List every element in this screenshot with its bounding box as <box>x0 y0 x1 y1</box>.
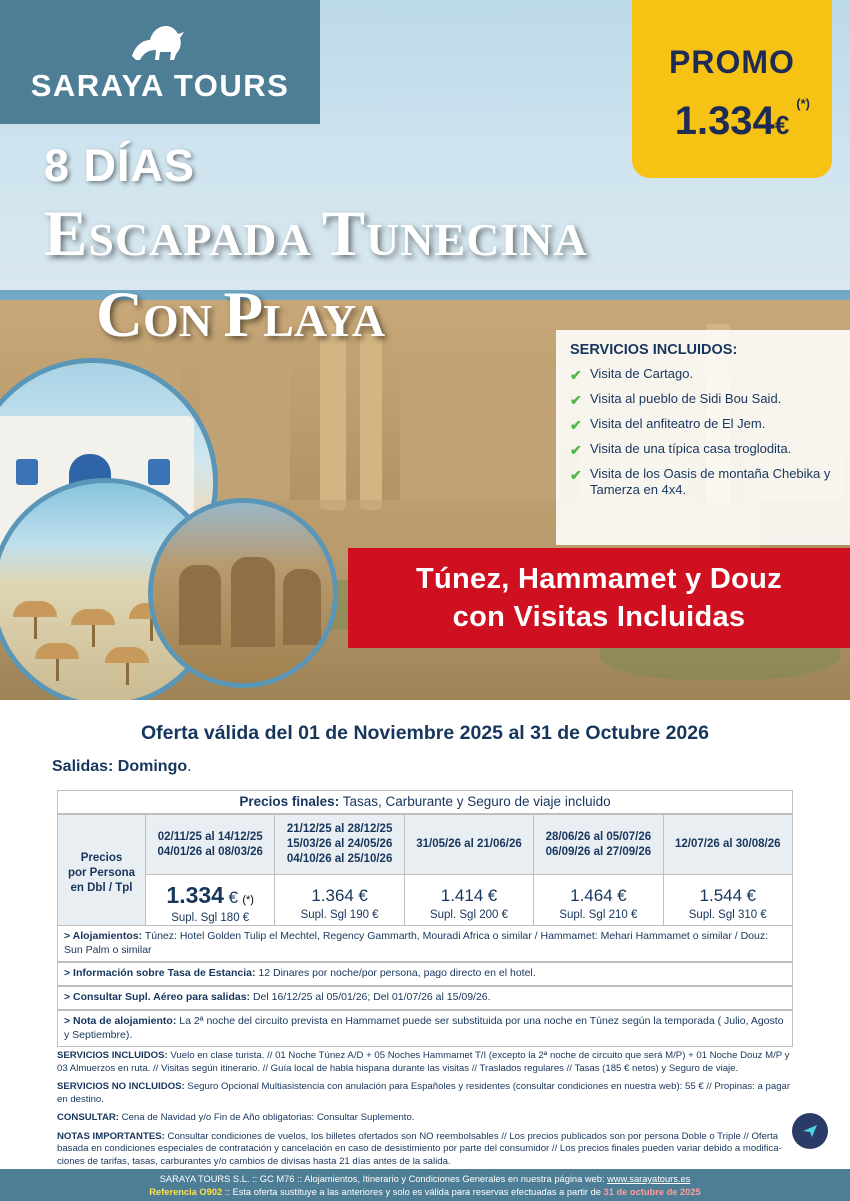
send-badge-icon[interactable] <box>792 1113 828 1149</box>
date-cell <box>663 815 792 875</box>
promo-asterisk: (*) <box>796 96 810 111</box>
price-amount: 1.334 <box>166 882 224 908</box>
footer-company: SARAYA TOURS S.L. :: GC M76 :: Alojamientos, Itinerario y Condiciones Generales en nuestra página web: <box>159 1174 608 1184</box>
service-text: Visita del anfiteatro de El Jem. <box>590 416 766 431</box>
note-lodging <box>57 1010 793 1047</box>
date-line: 12/07/26 al 30/08/26 <box>675 838 781 850</box>
title-days: 8 DÍAS <box>44 140 196 191</box>
prices-row-label <box>58 815 146 933</box>
check-icon: ✔ <box>570 367 582 383</box>
footer <box>0 1169 850 1201</box>
prices-header <box>57 790 793 814</box>
fine-print-included <box>57 1050 793 1075</box>
footer-line1 <box>0 1173 850 1186</box>
date-line: 02/11/25 al 14/12/25 <box>157 830 263 843</box>
price-amount: 1.464 <box>570 885 613 905</box>
check-icon: ✔ <box>570 392 582 408</box>
service-text: Visita de Cartago. <box>590 366 694 381</box>
date-line: 15/03/26 al 24/05/26 <box>286 838 393 850</box>
promo-price-amount: 1.334 <box>674 99 775 143</box>
destination-line2: con Visitas Incluidas <box>452 601 746 633</box>
title-sub-rest2: LAYA <box>263 295 386 346</box>
date-cell <box>534 815 663 875</box>
list-item <box>570 466 836 498</box>
included-services-list <box>570 366 836 498</box>
departures-dot: . <box>187 758 192 775</box>
date-cell <box>404 815 533 875</box>
row-label-line3: en Dbl / Tpl <box>70 882 133 894</box>
note-text: Túnez: Hotel Golden Tulip el Mechtel, Regency Gammarth, Mouradi Africa o similar / Hammamet: Mehari Hammamet o similar / Douz: Sun Palm o similar <box>64 930 769 956</box>
single-supplement: Supl. Sgl 190 € <box>300 908 379 921</box>
brand-logo <box>0 0 320 124</box>
fine-label: SERVICIOS NO INCLUIDOS: <box>57 1081 185 1092</box>
table-row <box>58 875 793 933</box>
destination-line1: Túnez, Hammamet y Douz <box>416 563 782 595</box>
list-item <box>570 441 836 457</box>
single-supplement: Supl. Sgl 200 € <box>429 908 508 921</box>
date-cell <box>275 815 404 875</box>
single-supplement: Supl. Sgl 180 € <box>171 912 250 924</box>
footer-reference: Referencia O902 <box>149 1187 223 1197</box>
price-cell <box>275 875 404 933</box>
footer-website-link[interactable]: www.sarayatours.es <box>607 1174 691 1184</box>
service-text: Visita al pueblo de Sidi Bou Said. <box>590 391 782 406</box>
title-sub-cap2: P <box>223 279 264 351</box>
price-cell <box>146 875 275 933</box>
price-amount: 1.544 <box>699 885 743 905</box>
title-main-cap2: T <box>321 198 367 270</box>
date-line: 04/01/26 al 08/03/26 <box>157 845 263 858</box>
promo-badge <box>632 0 832 178</box>
date-line: 21/12/25 al 28/12/25 <box>286 823 393 835</box>
price-currency: € <box>746 885 757 905</box>
included-services-heading: SERVICIOS INCLUIDOS: <box>570 342 738 358</box>
included-services-box <box>556 330 850 545</box>
fine-text: Cena de Navidad y/o Fin de Año obligatorias: Consultar Suplemento. <box>119 1112 415 1123</box>
note-label: > Consultar Supl. Aéreo para salidas: <box>64 991 251 1003</box>
price-currency: € <box>228 888 238 907</box>
fine-print-consult <box>57 1112 793 1125</box>
check-icon: ✔ <box>570 442 582 458</box>
footer-date: 31 de octubre de 2025 <box>603 1187 701 1197</box>
price-amount: 1.414 <box>440 885 484 905</box>
note-text: La 2ª noche del circuito prevista en Hammamet puede ser substituida por una noche en Túnez según la temporada ( Julio, Agosto y Septiembre). <box>64 1015 784 1041</box>
departures-label: Salidas: Domingo <box>52 758 188 775</box>
title-sub-rest1: ON <box>142 295 224 346</box>
date-line: 28/06/26 al 05/07/26 <box>545 830 652 843</box>
title-main-cap1: E <box>44 198 89 270</box>
price-currency: € <box>358 885 368 905</box>
fine-print <box>57 1050 793 1174</box>
title-main <box>44 198 784 276</box>
table-row <box>58 815 793 875</box>
price-amount: 1.364 <box>311 885 354 905</box>
fine-label: NOTAS IMPORTANTES: <box>57 1130 165 1142</box>
note-air-supplement <box>57 986 793 1010</box>
fine-print-not-included <box>57 1081 793 1106</box>
note-text: 12 Dinares por noche/por persona, pago directo en el hotel. <box>255 967 536 979</box>
fine-print-important <box>57 1131 793 1169</box>
note-stay-tax <box>57 962 793 986</box>
fine-label: CONSULTAR: <box>57 1112 119 1123</box>
footer-note: :: Esta oferta sustituye a las anteriores y solo es válida para reservas efectuadas a partir de <box>222 1187 604 1197</box>
title-main-rest1: SCAPADA <box>88 214 322 265</box>
fine-text: Vuelo en clase turista. // 01 Noche Túnez A/D + 05 Noches Hammamet T/I (excepto la 2ª noche de circuito que será M/P) + 01 Noche Douz M/P y 03 Almuerzos en ruta. // Visitas según itinerario. // Guía local de habla hispana durante las visitas // Traslados regulares // Tasas (185 € netos) y Seguro de viaje. <box>57 1050 790 1074</box>
list-item <box>570 416 836 432</box>
list-item <box>570 366 836 382</box>
service-text: Visita de los Oasis de montaña Chebika y Tamerza en 4x4. <box>590 466 831 497</box>
prices-table <box>57 814 793 933</box>
date-cell <box>146 815 275 875</box>
title-main-rest2: UNECINA <box>366 214 588 265</box>
camel-icon <box>126 18 192 62</box>
destination-banner <box>348 548 850 648</box>
note-label: > Nota de alojamiento: <box>64 1015 177 1027</box>
price-currency: € <box>617 885 627 905</box>
check-icon: ✔ <box>570 417 582 433</box>
note-accommodation <box>57 925 793 962</box>
photo-circle-ruins <box>148 498 338 688</box>
note-label: > Alojamientos: <box>64 930 143 942</box>
date-line: 31/05/26 al 21/06/26 <box>416 838 522 850</box>
brand-name: SARAYA TOURS <box>30 68 290 103</box>
price-currency: € <box>487 885 498 905</box>
departures-info <box>52 758 192 776</box>
note-text: Del 16/12/25 al 05/01/26; Del 01/07/26 al 15/09/26. <box>250 991 491 1003</box>
fine-label: SERVICIOS INCLUIDOS: <box>57 1050 168 1061</box>
fine-text: Consultar condiciones de vuelos, los billetes ofertados son NO reembolsables // Los precios publicados son por persona Doble o Triple // Oferta basada en condiciones especiales de contratación y cancelación en caso de desistimiento por parte del consumidor // Los precios finales pueden variar debido a modifica-ciones de tarifas, tasas, carburantes y/o cambios de divisas hasta 21 días antes de la salida. <box>57 1130 782 1167</box>
date-line: 04/10/26 al 25/10/26 <box>286 853 393 865</box>
footer-line2 <box>0 1186 850 1199</box>
promo-label: PROMO <box>669 44 795 80</box>
date-line: 06/09/26 al 27/09/26 <box>545 845 652 858</box>
prices-header-bold: Precios finales: <box>239 794 340 809</box>
offer-validity: Oferta válida del 01 de Noviembre 2025 al 31 de Octubre 2026 <box>141 722 709 744</box>
row-label-line2: por Persona <box>67 867 136 879</box>
promo-price-currency: € <box>774 110 790 140</box>
price-asterisk: (*) <box>242 894 254 906</box>
service-text: Visita de una típica casa troglodita. <box>590 441 792 456</box>
row-label-line1: Precios <box>80 852 123 864</box>
list-item <box>570 391 836 407</box>
check-icon: ✔ <box>570 467 582 483</box>
title-sub-cap1: C <box>96 279 143 351</box>
price-cell <box>534 875 663 933</box>
price-cell <box>404 875 533 933</box>
single-supplement: Supl. Sgl 210 € <box>559 908 638 921</box>
prices-header-rest: Tasas, Carburante y Seguro de viaje incluido <box>339 794 611 809</box>
single-supplement: Supl. Sgl 310 € <box>688 908 767 921</box>
price-cell <box>663 875 792 933</box>
note-label: > Información sobre Tasa de Estancia: <box>64 967 256 979</box>
fine-text: Seguro Opcional Multiasistencia con anulación para Españoles y residentes (consultar condiciones en nuestra web): 55 € // Propinas: a pagar en destino. <box>57 1081 791 1105</box>
